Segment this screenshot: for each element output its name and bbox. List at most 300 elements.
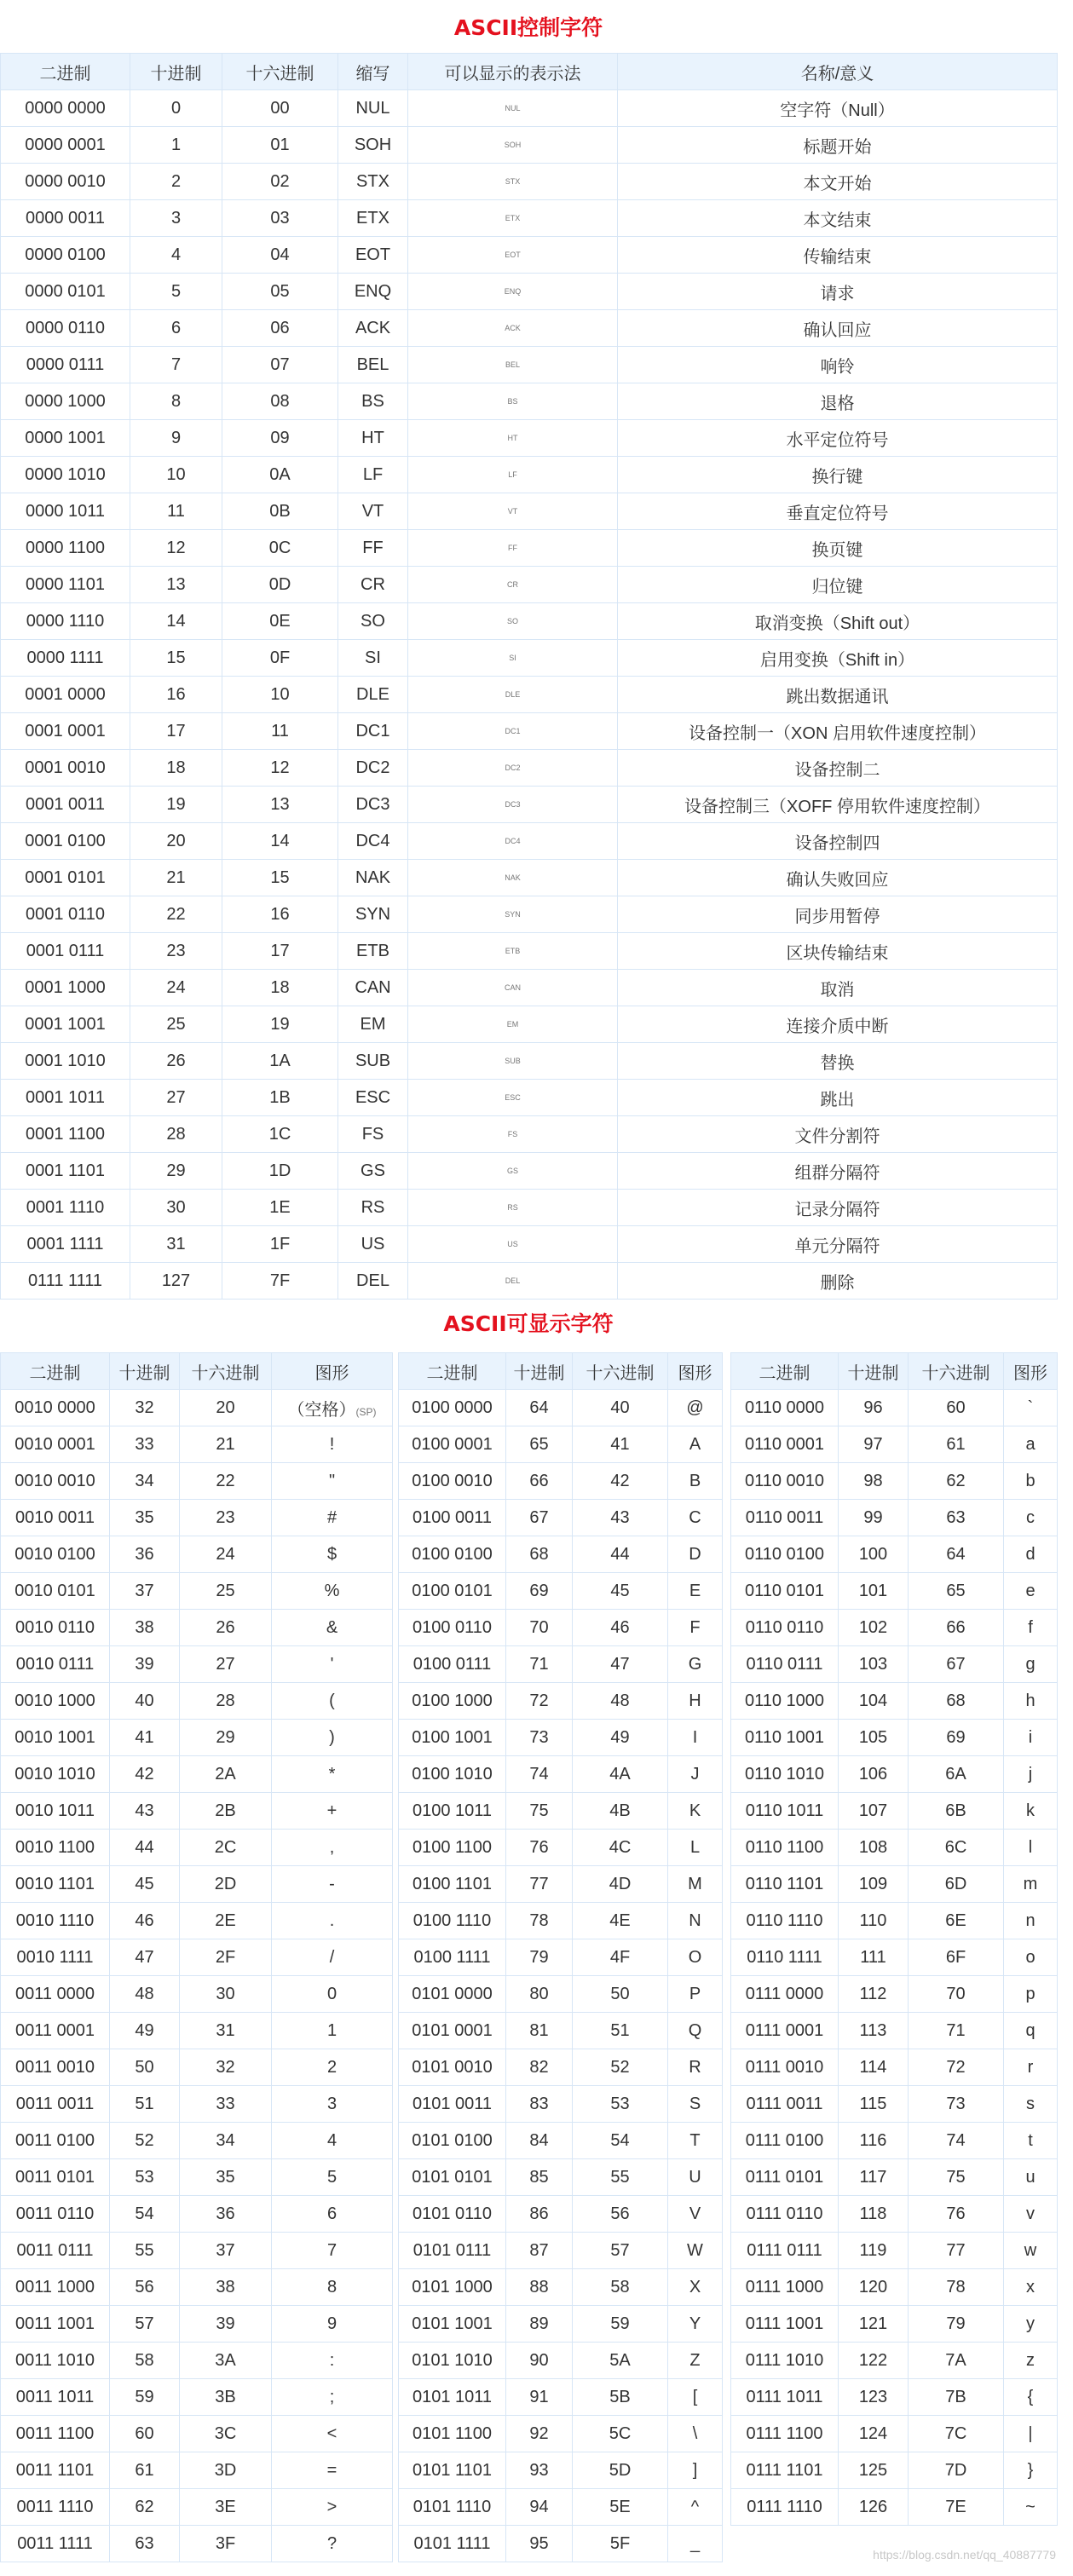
decimal-cell: 42 bbox=[110, 1756, 180, 1793]
symbol-cell: VT bbox=[408, 493, 618, 530]
table-row bbox=[731, 1610, 1058, 1646]
hex-cell: 35 bbox=[180, 2159, 272, 2196]
table-header-row bbox=[1, 54, 1058, 90]
meaning-cell: 组群分隔符 bbox=[618, 1153, 1058, 1190]
binary-cell: 0101 1100 bbox=[399, 2416, 506, 2452]
binary-cell: 0100 1011 bbox=[399, 1793, 506, 1830]
binary-cell: 0110 0111 bbox=[731, 1646, 839, 1683]
binary-cell: 0110 1010 bbox=[731, 1756, 839, 1793]
displayable-table-2 bbox=[398, 1352, 723, 2562]
decimal-cell: 98 bbox=[839, 1463, 909, 1500]
abbr-cell: CAN bbox=[338, 970, 408, 1006]
hex-cell: 69 bbox=[909, 1720, 1004, 1756]
glyph-cell: $ bbox=[272, 1536, 393, 1573]
binary-cell: 0111 0011 bbox=[731, 2086, 839, 2123]
col-header-binary: 二进制 bbox=[1, 1353, 110, 1390]
decimal-cell: 119 bbox=[839, 2233, 909, 2269]
decimal-cell: 92 bbox=[506, 2416, 573, 2452]
binary-cell: 0111 0001 bbox=[731, 2013, 839, 2049]
decimal-cell: 70 bbox=[506, 1610, 573, 1646]
binary-cell: 0100 0101 bbox=[399, 1573, 506, 1610]
hex-cell: 41 bbox=[573, 1426, 668, 1463]
hex-cell: 16 bbox=[222, 896, 338, 933]
decimal-cell: 43 bbox=[110, 1793, 180, 1830]
binary-cell: 0100 0110 bbox=[399, 1610, 506, 1646]
table-row bbox=[1, 457, 1058, 493]
binary-cell: 0011 0111 bbox=[1, 2233, 110, 2269]
glyph-cell: z bbox=[1004, 2343, 1058, 2379]
glyph-cell: D bbox=[668, 1536, 723, 1573]
glyph-cell: e bbox=[1004, 1573, 1058, 1610]
decimal-cell: 60 bbox=[110, 2416, 180, 2452]
decimal-cell: 74 bbox=[506, 1756, 573, 1793]
col-header-binary: 二进制 bbox=[1, 54, 130, 90]
table-row bbox=[731, 2379, 1058, 2416]
glyph-cell: x bbox=[1004, 2269, 1058, 2306]
hex-cell: 3B bbox=[180, 2379, 272, 2416]
hex-cell: 12 bbox=[222, 750, 338, 787]
meaning-cell: 水平定位符号 bbox=[618, 420, 1058, 457]
glyph-cell: p bbox=[1004, 1976, 1058, 2013]
meaning-cell: 归位键 bbox=[618, 567, 1058, 603]
table-row bbox=[399, 1939, 723, 1976]
glyph-cell: H bbox=[668, 1683, 723, 1720]
hex-cell: 44 bbox=[573, 1536, 668, 1573]
table-row bbox=[731, 1903, 1058, 1939]
meaning-cell: 取消变换（Shift out） bbox=[618, 603, 1058, 640]
hex-cell: 0F bbox=[222, 640, 338, 677]
hex-cell: 0A bbox=[222, 457, 338, 493]
symbol-cell: CR bbox=[408, 567, 618, 603]
hex-cell: 51 bbox=[573, 2013, 668, 2049]
glyph-cell: I bbox=[668, 1720, 723, 1756]
binary-cell: 0111 1100 bbox=[731, 2416, 839, 2452]
abbr-cell: FS bbox=[338, 1116, 408, 1153]
glyph-cell: * bbox=[272, 1756, 393, 1793]
table-row bbox=[1, 933, 1058, 970]
decimal-cell: 65 bbox=[506, 1426, 573, 1463]
decimal-cell: 118 bbox=[839, 2196, 909, 2233]
binary-cell: 0011 1010 bbox=[1, 2343, 110, 2379]
binary-cell: 0001 0101 bbox=[1, 860, 130, 896]
meaning-cell: 换行键 bbox=[618, 457, 1058, 493]
glyph-cell: = bbox=[272, 2452, 393, 2489]
hex-cell: 20 bbox=[180, 1390, 272, 1426]
hex-cell: 4B bbox=[573, 1793, 668, 1830]
decimal-cell: 103 bbox=[839, 1646, 909, 1683]
decimal-cell: 3 bbox=[130, 200, 222, 237]
glyph-cell: ' bbox=[272, 1646, 393, 1683]
binary-cell: 0101 0101 bbox=[399, 2159, 506, 2196]
symbol-cell: ETX bbox=[408, 200, 618, 237]
symbol-cell: LF bbox=[408, 457, 618, 493]
hex-cell: 26 bbox=[180, 1610, 272, 1646]
decimal-cell: 37 bbox=[110, 1573, 180, 1610]
hex-cell: 32 bbox=[180, 2049, 272, 2086]
hex-cell: 08 bbox=[222, 383, 338, 420]
hex-cell: 78 bbox=[909, 2269, 1004, 2306]
hex-cell: 15 bbox=[222, 860, 338, 896]
decimal-cell: 89 bbox=[506, 2306, 573, 2343]
binary-cell: 0111 0111 bbox=[731, 2233, 839, 2269]
decimal-cell: 83 bbox=[506, 2086, 573, 2123]
table-row bbox=[1, 1536, 393, 1573]
hex-cell: 62 bbox=[909, 1463, 1004, 1500]
hex-cell: 3A bbox=[180, 2343, 272, 2379]
hex-cell: 47 bbox=[573, 1646, 668, 1683]
binary-cell: 0110 1000 bbox=[731, 1683, 839, 1720]
glyph-cell: , bbox=[272, 1830, 393, 1866]
decimal-cell: 38 bbox=[110, 1610, 180, 1646]
table-row bbox=[731, 1573, 1058, 1610]
decimal-cell: 80 bbox=[506, 1976, 573, 2013]
binary-cell: 0001 1100 bbox=[1, 1116, 130, 1153]
hex-cell: 4E bbox=[573, 1903, 668, 1939]
binary-cell: 0111 1001 bbox=[731, 2306, 839, 2343]
symbol-cell: CAN bbox=[408, 970, 618, 1006]
table-row bbox=[1, 2489, 393, 2526]
meaning-cell: 同步用暂停 bbox=[618, 896, 1058, 933]
hex-cell: 43 bbox=[573, 1500, 668, 1536]
binary-cell: 0011 1000 bbox=[1, 2269, 110, 2306]
glyph-cell: ~ bbox=[1004, 2489, 1058, 2526]
table-row bbox=[399, 1573, 723, 1610]
hex-cell: 7F bbox=[222, 1263, 338, 1300]
meaning-cell: 传输结束 bbox=[618, 237, 1058, 274]
binary-cell: 0000 0100 bbox=[1, 237, 130, 274]
table-row bbox=[1, 2049, 393, 2086]
table-row bbox=[1, 2416, 393, 2452]
binary-cell: 0111 0010 bbox=[731, 2049, 839, 2086]
binary-cell: 0100 1110 bbox=[399, 1903, 506, 1939]
glyph-cell: b bbox=[1004, 1463, 1058, 1500]
decimal-cell: 58 bbox=[110, 2343, 180, 2379]
hex-cell: 2D bbox=[180, 1866, 272, 1903]
hex-cell: 03 bbox=[222, 200, 338, 237]
hex-cell: 58 bbox=[573, 2269, 668, 2306]
table-row bbox=[399, 2489, 723, 2526]
decimal-cell: 40 bbox=[110, 1683, 180, 1720]
decimal-cell: 2 bbox=[130, 164, 222, 200]
decimal-cell: 84 bbox=[506, 2123, 573, 2159]
hex-cell: 0E bbox=[222, 603, 338, 640]
meaning-cell: 退格 bbox=[618, 383, 1058, 420]
decimal-cell: 64 bbox=[506, 1390, 573, 1426]
binary-cell: 0101 0001 bbox=[399, 2013, 506, 2049]
table-header-row bbox=[731, 1353, 1058, 1390]
col-header-decimal: 十进制 bbox=[130, 54, 222, 90]
binary-cell: 0000 1110 bbox=[1, 603, 130, 640]
watermark: https://blog.csdn.net/qq_40887779 bbox=[873, 2548, 1056, 2562]
table-row bbox=[399, 1390, 723, 1426]
glyph-cell: O bbox=[668, 1939, 723, 1976]
table-row bbox=[1, 1830, 393, 1866]
glyph-cell: + bbox=[272, 1793, 393, 1830]
table-row bbox=[399, 2123, 723, 2159]
meaning-cell: 设备控制三（XOFF 停用软件速度控制） bbox=[618, 787, 1058, 823]
decimal-cell: 41 bbox=[110, 1720, 180, 1756]
table-row bbox=[1, 347, 1058, 383]
binary-cell: 0010 1010 bbox=[1, 1756, 110, 1793]
hex-cell: 33 bbox=[180, 2086, 272, 2123]
hex-cell: 61 bbox=[909, 1426, 1004, 1463]
binary-cell: 0000 0011 bbox=[1, 200, 130, 237]
binary-cell: 0101 0011 bbox=[399, 2086, 506, 2123]
hex-cell: 7C bbox=[909, 2416, 1004, 2452]
table-row bbox=[399, 2269, 723, 2306]
table-row bbox=[731, 1793, 1058, 1830]
binary-cell: 0111 0101 bbox=[731, 2159, 839, 2196]
glyph-cell: F bbox=[668, 1610, 723, 1646]
decimal-cell: 30 bbox=[130, 1190, 222, 1226]
hex-cell: 34 bbox=[180, 2123, 272, 2159]
hex-cell: 52 bbox=[573, 2049, 668, 2086]
glyph-cell: 9 bbox=[272, 2306, 393, 2343]
glyph-cell: W bbox=[668, 2233, 723, 2269]
hex-cell: 57 bbox=[573, 2233, 668, 2269]
binary-cell: 0000 1000 bbox=[1, 383, 130, 420]
table-row bbox=[399, 1903, 723, 1939]
binary-cell: 0000 1101 bbox=[1, 567, 130, 603]
decimal-cell: 1 bbox=[130, 127, 222, 164]
table-row bbox=[731, 2416, 1058, 2452]
col-header-hex: 十六进制 bbox=[180, 1353, 272, 1390]
binary-cell: 0110 1100 bbox=[731, 1830, 839, 1866]
binary-cell: 0111 1111 bbox=[1, 1263, 130, 1300]
meaning-cell: 请求 bbox=[618, 274, 1058, 310]
hex-cell: 2E bbox=[180, 1903, 272, 1939]
table-row bbox=[731, 1939, 1058, 1976]
decimal-cell: 124 bbox=[839, 2416, 909, 2452]
abbr-cell: DC3 bbox=[338, 787, 408, 823]
decimal-cell: 123 bbox=[839, 2379, 909, 2416]
hex-cell: 77 bbox=[909, 2233, 1004, 2269]
binary-cell: 0100 1111 bbox=[399, 1939, 506, 1976]
hex-cell: 4F bbox=[573, 1939, 668, 1976]
hex-cell: 21 bbox=[180, 1426, 272, 1463]
binary-cell: 0000 1010 bbox=[1, 457, 130, 493]
col-header-hex: 十六进制 bbox=[222, 54, 338, 90]
binary-cell: 0110 0000 bbox=[731, 1390, 839, 1426]
table-row bbox=[1, 750, 1058, 787]
glyph-cell: c bbox=[1004, 1500, 1058, 1536]
symbol-cell: SO bbox=[408, 603, 618, 640]
decimal-cell: 71 bbox=[506, 1646, 573, 1683]
table-row bbox=[1, 200, 1058, 237]
table-row bbox=[399, 1426, 723, 1463]
symbol-cell: ESC bbox=[408, 1080, 618, 1116]
binary-cell: 0011 0001 bbox=[1, 2013, 110, 2049]
meaning-cell: 空字符（Null） bbox=[618, 90, 1058, 127]
binary-cell: 0101 0000 bbox=[399, 1976, 506, 2013]
hex-cell: 02 bbox=[222, 164, 338, 200]
meaning-cell: 单元分隔符 bbox=[618, 1226, 1058, 1263]
binary-cell: 0010 0100 bbox=[1, 1536, 110, 1573]
table-row bbox=[731, 2013, 1058, 2049]
binary-cell: 0001 0011 bbox=[1, 787, 130, 823]
abbr-cell: SYN bbox=[338, 896, 408, 933]
decimal-cell: 21 bbox=[130, 860, 222, 896]
decimal-cell: 100 bbox=[839, 1536, 909, 1573]
table-row bbox=[1, 1903, 393, 1939]
binary-cell: 0000 1011 bbox=[1, 493, 130, 530]
table-row bbox=[1, 2452, 393, 2489]
binary-cell: 0100 1100 bbox=[399, 1830, 506, 1866]
hex-cell: 79 bbox=[909, 2306, 1004, 2343]
decimal-cell: 24 bbox=[130, 970, 222, 1006]
col-header-glyph: 图形 bbox=[1004, 1353, 1058, 1390]
glyph-cell: 8 bbox=[272, 2269, 393, 2306]
decimal-cell: 46 bbox=[110, 1903, 180, 1939]
decimal-cell: 68 bbox=[506, 1536, 573, 1573]
table-row bbox=[399, 2306, 723, 2343]
table-row bbox=[1, 2269, 393, 2306]
table-row bbox=[399, 2013, 723, 2049]
meaning-cell: 文件分割符 bbox=[618, 1116, 1058, 1153]
decimal-cell: 12 bbox=[130, 530, 222, 567]
decimal-cell: 56 bbox=[110, 2269, 180, 2306]
table-row bbox=[1, 90, 1058, 127]
abbr-cell: DC2 bbox=[338, 750, 408, 787]
binary-cell: 0011 1101 bbox=[1, 2452, 110, 2489]
decimal-cell: 27 bbox=[130, 1080, 222, 1116]
binary-cell: 0000 0000 bbox=[1, 90, 130, 127]
decimal-cell: 69 bbox=[506, 1573, 573, 1610]
table-row bbox=[731, 2306, 1058, 2343]
hex-cell: 68 bbox=[909, 1683, 1004, 1720]
table-row bbox=[1, 1190, 1058, 1226]
table-row bbox=[399, 1720, 723, 1756]
glyph-cell: P bbox=[668, 1976, 723, 2013]
hex-cell: 2B bbox=[180, 1793, 272, 1830]
hex-cell: 14 bbox=[222, 823, 338, 860]
binary-cell: 0101 1111 bbox=[399, 2526, 506, 2562]
abbr-cell: ETB bbox=[338, 933, 408, 970]
table-row bbox=[1, 896, 1058, 933]
table-row bbox=[399, 1500, 723, 1536]
binary-cell: 0100 0100 bbox=[399, 1536, 506, 1573]
hex-cell: 7E bbox=[909, 2489, 1004, 2526]
glyph-cell: l bbox=[1004, 1830, 1058, 1866]
hex-cell: 07 bbox=[222, 347, 338, 383]
decimal-cell: 115 bbox=[839, 2086, 909, 2123]
glyph-cell: q bbox=[1004, 2013, 1058, 2049]
hex-cell: 2F bbox=[180, 1939, 272, 1976]
binary-cell: 0110 0101 bbox=[731, 1573, 839, 1610]
hex-cell: 3C bbox=[180, 2416, 272, 2452]
binary-cell: 0100 0001 bbox=[399, 1426, 506, 1463]
glyph-cell: [ bbox=[668, 2379, 723, 2416]
decimal-cell: 28 bbox=[130, 1116, 222, 1153]
abbr-cell: ENQ bbox=[338, 274, 408, 310]
abbr-cell: ETX bbox=[338, 200, 408, 237]
decimal-cell: 18 bbox=[130, 750, 222, 787]
binary-cell: 0100 0011 bbox=[399, 1500, 506, 1536]
table-row bbox=[731, 1976, 1058, 2013]
symbol-cell: DC3 bbox=[408, 787, 618, 823]
decimal-cell: 120 bbox=[839, 2269, 909, 2306]
binary-cell: 0110 0011 bbox=[731, 1500, 839, 1536]
decimal-cell: 8 bbox=[130, 383, 222, 420]
table-row bbox=[731, 2489, 1058, 2526]
table-row bbox=[1, 1976, 393, 2013]
binary-cell: 0101 1101 bbox=[399, 2452, 506, 2489]
space-symbol: (SP) bbox=[355, 1405, 377, 1418]
hex-cell: 7A bbox=[909, 2343, 1004, 2379]
decimal-cell: 110 bbox=[839, 1903, 909, 1939]
meaning-cell: 替换 bbox=[618, 1043, 1058, 1080]
glyph-cell: 5 bbox=[272, 2159, 393, 2196]
binary-cell: 0101 1110 bbox=[399, 2489, 506, 2526]
glyph-cell: i bbox=[1004, 1720, 1058, 1756]
table-row bbox=[1, 383, 1058, 420]
decimal-cell: 5 bbox=[130, 274, 222, 310]
binary-cell: 0000 1100 bbox=[1, 530, 130, 567]
decimal-cell: 66 bbox=[506, 1463, 573, 1500]
hex-cell: 1E bbox=[222, 1190, 338, 1226]
abbr-cell: GS bbox=[338, 1153, 408, 1190]
decimal-cell: 97 bbox=[839, 1426, 909, 1463]
table-row bbox=[1, 2233, 393, 2269]
symbol-cell: FS bbox=[408, 1116, 618, 1153]
glyph-cell: % bbox=[272, 1573, 393, 1610]
hex-cell: 11 bbox=[222, 713, 338, 750]
hex-cell: 1D bbox=[222, 1153, 338, 1190]
binary-cell: 0011 1011 bbox=[1, 2379, 110, 2416]
table-row bbox=[1, 164, 1058, 200]
table-row bbox=[731, 2123, 1058, 2159]
table-header-row bbox=[1, 1353, 393, 1390]
decimal-cell: 34 bbox=[110, 1463, 180, 1500]
hex-cell: 37 bbox=[180, 2233, 272, 2269]
decimal-cell: 107 bbox=[839, 1793, 909, 1830]
abbr-cell: NAK bbox=[338, 860, 408, 896]
glyph-cell: t bbox=[1004, 2123, 1058, 2159]
decimal-cell: 35 bbox=[110, 1500, 180, 1536]
glyph-cell: w bbox=[1004, 2233, 1058, 2269]
abbr-cell: US bbox=[338, 1226, 408, 1263]
hex-cell: 7D bbox=[909, 2452, 1004, 2489]
glyph-cell: / bbox=[272, 1939, 393, 1976]
binary-cell: 0101 1000 bbox=[399, 2269, 506, 2306]
glyph-cell: 4 bbox=[272, 2123, 393, 2159]
table-row bbox=[1, 2159, 393, 2196]
binary-cell: 0111 1101 bbox=[731, 2452, 839, 2489]
glyph-cell: | bbox=[1004, 2416, 1058, 2452]
table-row bbox=[731, 1463, 1058, 1500]
binary-cell: 0001 0001 bbox=[1, 713, 130, 750]
decimal-cell: 48 bbox=[110, 1976, 180, 2013]
hex-cell: 2C bbox=[180, 1830, 272, 1866]
abbr-cell: CR bbox=[338, 567, 408, 603]
hex-cell: 53 bbox=[573, 2086, 668, 2123]
hex-cell: 18 bbox=[222, 970, 338, 1006]
symbol-cell: DLE bbox=[408, 677, 618, 713]
table-row bbox=[399, 1866, 723, 1903]
col-header-binary: 二进制 bbox=[731, 1353, 839, 1390]
abbr-cell: EOT bbox=[338, 237, 408, 274]
glyph-cell: U bbox=[668, 2159, 723, 2196]
table-header-row bbox=[399, 1353, 723, 1390]
decimal-cell: 78 bbox=[506, 1903, 573, 1939]
binary-cell: 0111 1011 bbox=[731, 2379, 839, 2416]
glyph-cell: J bbox=[668, 1756, 723, 1793]
table-row bbox=[399, 2233, 723, 2269]
table-row bbox=[731, 2086, 1058, 2123]
binary-cell: 0011 1111 bbox=[1, 2526, 110, 2562]
meaning-cell: 确认失败回应 bbox=[618, 860, 1058, 896]
space-label: （空格） bbox=[287, 1400, 356, 1420]
